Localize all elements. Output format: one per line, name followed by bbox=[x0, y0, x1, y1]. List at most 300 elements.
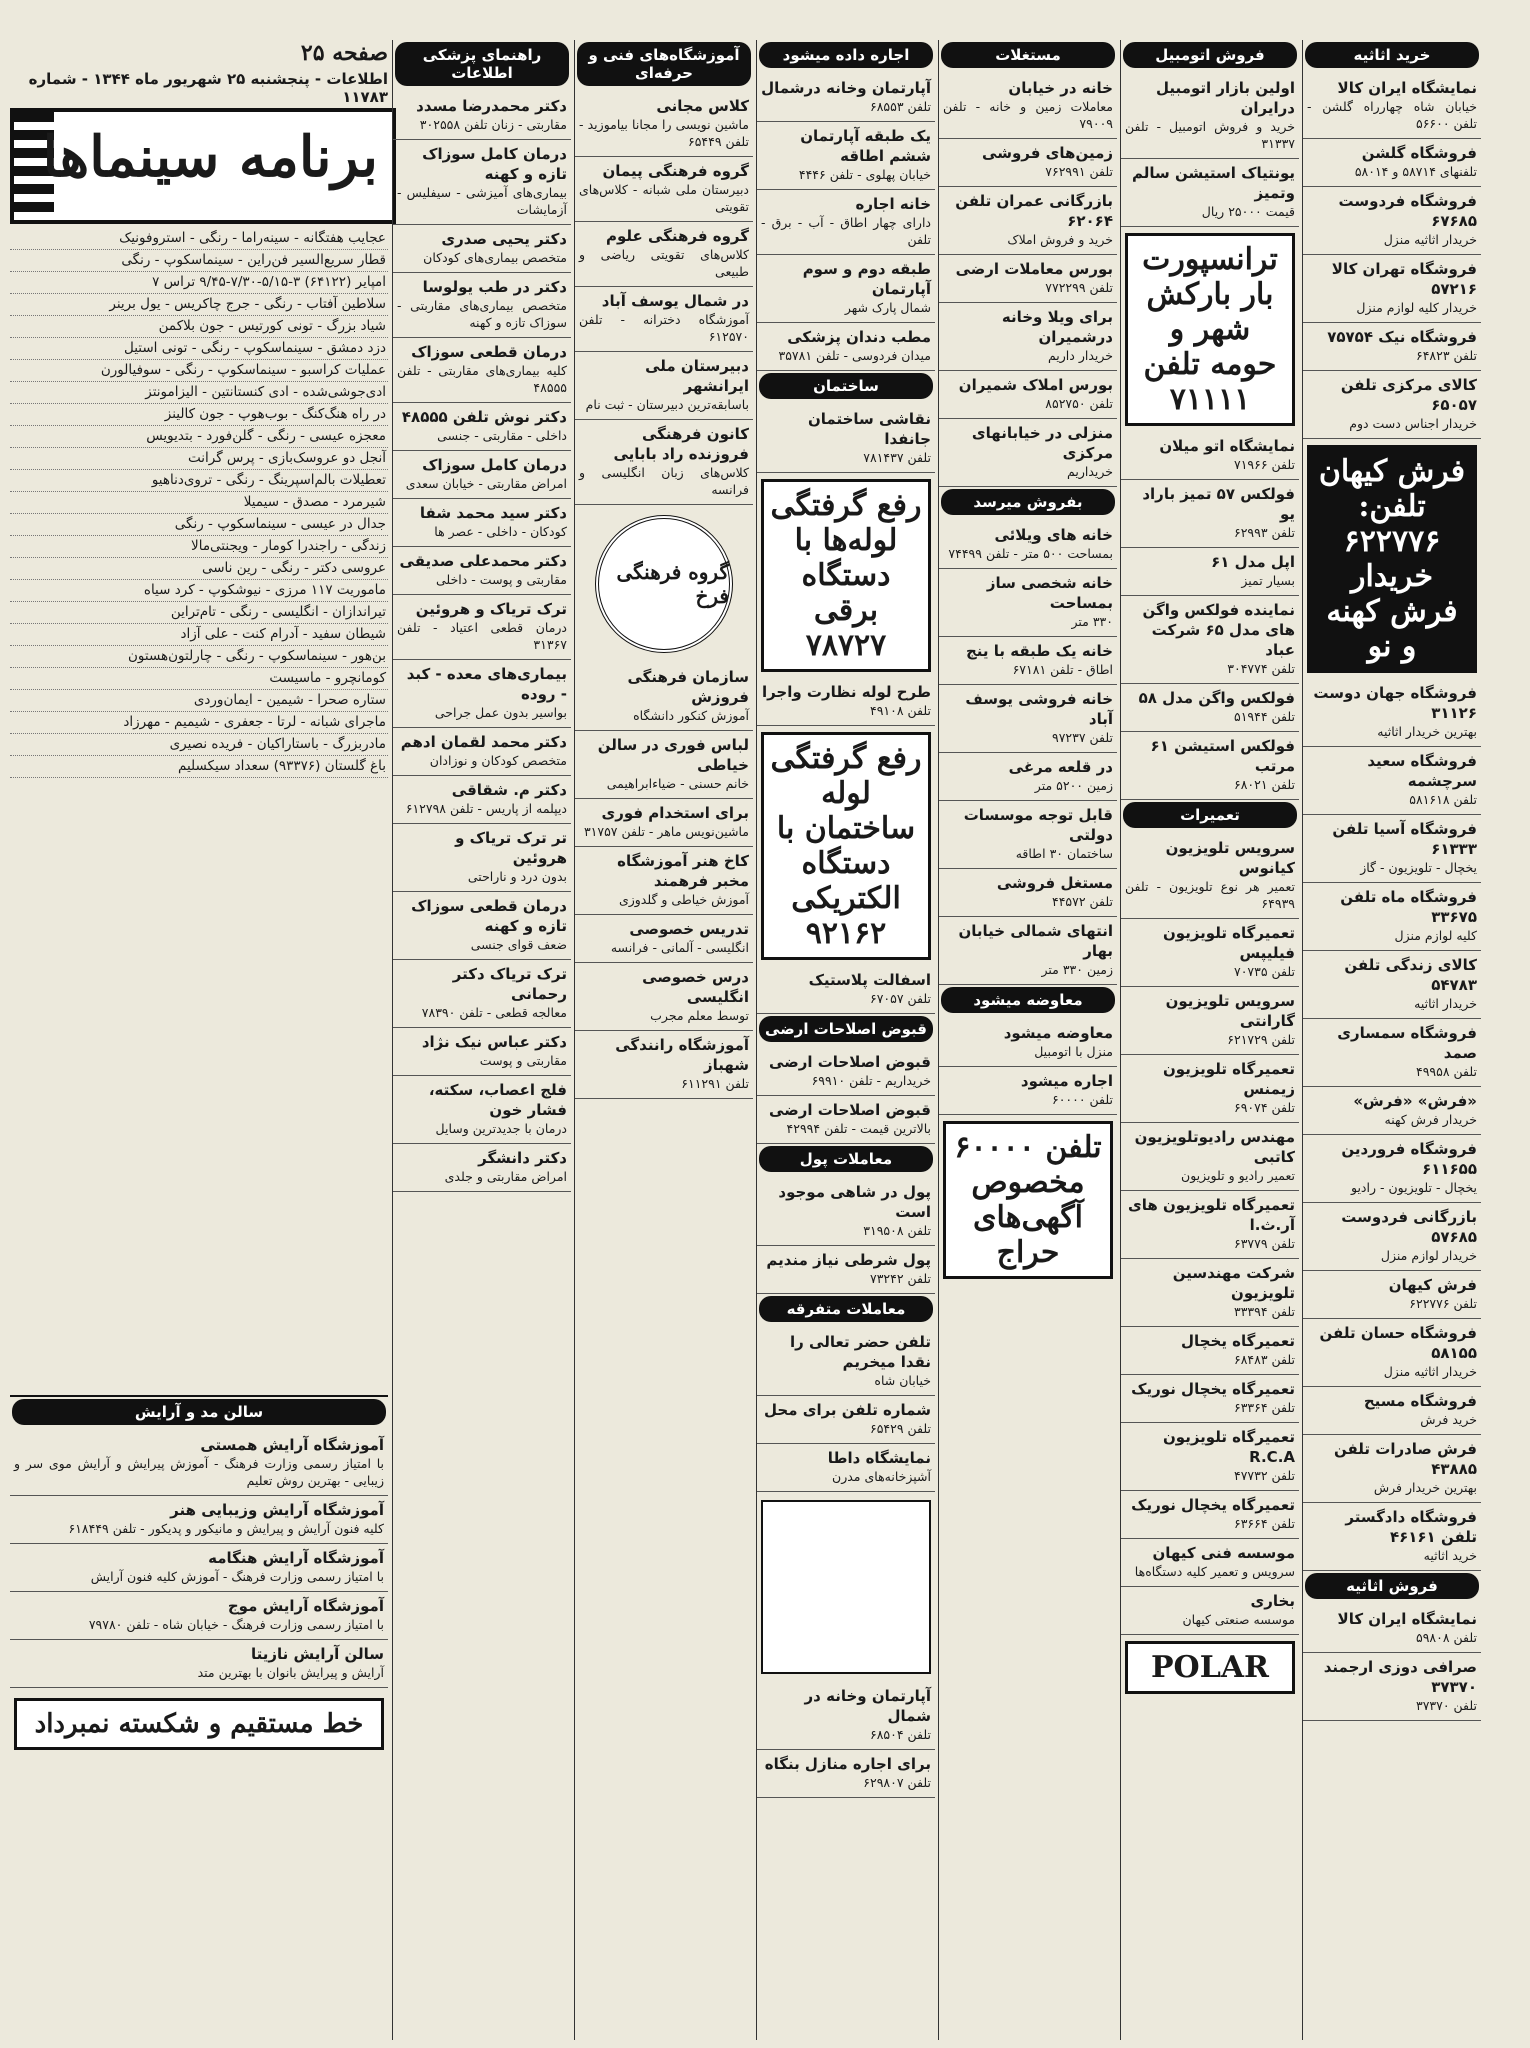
classified-ad bbox=[757, 1682, 935, 1750]
ad-headline: ترک تریاک دکتر رحمانی bbox=[452, 965, 567, 1003]
classified-ad bbox=[757, 122, 935, 190]
classified-ad bbox=[575, 731, 753, 799]
ad-headline: طرح لوله نظارت واجرا bbox=[761, 683, 931, 701]
classified-ad bbox=[1303, 679, 1481, 747]
ad-headline: مطب دندان پزشکی bbox=[787, 328, 931, 346]
ad-headline: فروشگاه دادگستر تلفن ۴۶۱۶۱ bbox=[1345, 1508, 1477, 1546]
ad-text: دارای چهار اطاق - آب - برق - تلفن bbox=[761, 215, 931, 247]
ad-headline: صرافی دوزی ارجمند ۳۷۳۷۰ bbox=[1323, 1658, 1477, 1696]
ad-headline: درمان کامل سوزاک تازه و کهنه bbox=[422, 145, 567, 183]
ad-text: قیمت ۲۵۰۰۰ ریال bbox=[1201, 204, 1295, 219]
cinema-row: امپایر (۶۴۱۲۲) ۳-۵/۱۵-۷/۳۰-۹/۴۵ تراس ۷ bbox=[10, 272, 388, 294]
ad-text: بیماری‌های آمیزشی - سیفلیس - آزمایشات bbox=[397, 185, 567, 217]
ad-text: معاملات زمین و خانه - تلفن ۷۹۰۰۹ bbox=[943, 99, 1113, 131]
ad-headline: فروشگاه فروردین ۶۱۱۶۵۵ bbox=[1341, 1140, 1477, 1178]
ad-text: تلفن ۷۶۲۹۹۱ bbox=[1045, 164, 1113, 179]
ad-headline: یونتیاک استیشن سالم وتمیز bbox=[1131, 164, 1295, 202]
ad-text: خریدار اثاثیه منزل bbox=[1383, 1364, 1477, 1379]
ad-text: تلفن ۹۷۲۳۷ bbox=[1051, 730, 1113, 745]
ad-headline: دکتر عباس نیک نژاد bbox=[421, 1033, 567, 1051]
ad-headline: قبوض اصلاحات ارضی bbox=[769, 1053, 931, 1071]
cinema-row: کومانچرو - ماسیست bbox=[10, 668, 388, 690]
ad-text: تلفن ۶۴۸۲۳ bbox=[1415, 348, 1477, 363]
ad-headline: دکتر محمد لقمان ادهم bbox=[400, 733, 567, 751]
ad-text: تعمیر هر نوع تلویزیون - تلفن ۶۴۹۳۹ bbox=[1125, 879, 1295, 911]
ad-text: تلفن ۴۷۷۳۲ bbox=[1233, 1468, 1295, 1483]
classified-ad bbox=[939, 1019, 1117, 1067]
ad-headline: تعمیرگاه تلویزیون های آر.ث.ا bbox=[1127, 1196, 1295, 1234]
calligraphy-banner bbox=[14, 1698, 384, 1750]
ad-text: تلفن ۶۸۵۵۳ bbox=[869, 99, 931, 114]
section-head: تعمیرات bbox=[1123, 802, 1297, 828]
classified-ad bbox=[1121, 1423, 1299, 1491]
ad-text: خرید و فروش اتومبیل - تلفن ۳۱۳۳۷ bbox=[1125, 119, 1295, 151]
ad-headline: پول شرطی نیاز مندیم bbox=[766, 1251, 931, 1269]
classified-ad bbox=[575, 1031, 753, 1099]
classified-ad bbox=[393, 451, 571, 499]
classified-ad bbox=[1121, 987, 1299, 1055]
ad-headline: تلفن حضر تعالی را نقدا میخریم bbox=[790, 1333, 931, 1371]
ad-headline: فروشگاه ماه تلفن ۳۳۶۷۵ bbox=[1340, 888, 1477, 926]
ad-text: بهترین خریدار فرش bbox=[1373, 1480, 1477, 1495]
classified-ad bbox=[10, 1592, 388, 1640]
classified-ad bbox=[1303, 1203, 1481, 1271]
ad-headline: نمایشگاه اتو میلان bbox=[1159, 437, 1295, 455]
classified-ad bbox=[1303, 1435, 1481, 1503]
ad-headline: یک طبقه آپارتمان ششم اطاقه bbox=[800, 127, 931, 165]
ad-text: مقاربتی - زنان تلفن ۳۰۲۵۵۸ bbox=[419, 117, 567, 132]
ad-text: بهترین خریدار اثاثیه bbox=[1377, 724, 1477, 739]
ad-headline: اجاره میشود bbox=[1020, 1072, 1113, 1090]
ad-headline: فروشگاه گلشن bbox=[1361, 144, 1477, 162]
classified-ad bbox=[575, 352, 753, 420]
ad-headline: آموزشگاه رانندگی شهباز bbox=[615, 1036, 749, 1074]
cinema-row: شیاد بزرگ - تونی کورتیس - جون بلاکمن bbox=[10, 316, 388, 338]
ad-text: تلفن ۶۸۴۸۳ bbox=[1233, 1352, 1295, 1367]
ad-headline: پول در شاهی موجود است bbox=[778, 1183, 931, 1221]
classified-ad bbox=[1121, 1259, 1299, 1327]
ad-text: ساختمان ۳۰ اطاقه bbox=[1015, 846, 1113, 861]
classified-column bbox=[938, 40, 1117, 2040]
classified-ad bbox=[757, 323, 935, 371]
classified-ad bbox=[757, 1750, 935, 1798]
ad-headline: نماینده فولکس واگن های مدل ۶۵ شرکت عباد bbox=[1142, 601, 1295, 659]
cinema-row: شیطان سفید - آدرام کنت - علی آزاد bbox=[10, 624, 388, 646]
ad-headline: نمایشگاه ایران کالا bbox=[1337, 79, 1477, 97]
ad-text: تلفن ۶۲۲۷۷۶ bbox=[1409, 1296, 1477, 1311]
column-head: خرید اثاثیه bbox=[1305, 42, 1479, 68]
classified-ad bbox=[757, 678, 935, 726]
classified-ad bbox=[1303, 1319, 1481, 1387]
ad-headline: نمایشگاه ایران کالا bbox=[1337, 1610, 1477, 1628]
ad-text: خریدار فرش کهنه bbox=[1384, 1112, 1477, 1127]
ad-headline: قابل توجه موسسات دولتی bbox=[963, 806, 1113, 844]
ad-text: درمان با جدیدترین وسایل bbox=[435, 1121, 567, 1136]
classified-ad bbox=[1303, 747, 1481, 815]
column-head: اجاره داده میشود bbox=[759, 42, 933, 68]
ad-headline: آموزشگاه آرایش موج bbox=[227, 1597, 384, 1615]
salon-section bbox=[10, 1395, 388, 2037]
classified-ad bbox=[10, 1544, 388, 1592]
ad-text: امراض مقاربتی - خیابان سعدی bbox=[405, 476, 567, 491]
ad-text: اطاق - تلفن ۶۷۱۸۱ bbox=[1012, 662, 1113, 677]
classified-column bbox=[1302, 40, 1481, 2040]
ad-text: تلفن ۳۱۹۵۰۸ bbox=[863, 1223, 931, 1238]
classified-ad bbox=[393, 824, 571, 892]
ad-headline: فولکس واگن مدل ۵۸ bbox=[1138, 689, 1295, 707]
ad-headline: بورس معاملات ارضی bbox=[955, 260, 1113, 278]
classified-ad bbox=[1121, 74, 1299, 159]
cinema-row: مادربزرگ - باستاراکیان - فریده نصیری bbox=[10, 734, 388, 756]
ad-headline: فرش صادرات تلفن ۴۳۸۸۵ bbox=[1333, 1440, 1477, 1478]
cinema-listing bbox=[10, 228, 388, 1378]
classified-ad bbox=[575, 222, 753, 287]
ad-text: خیابان شاه چهارراه گلشن - تلفن ۵۶۶۰۰ bbox=[1307, 99, 1477, 131]
ad-text: کلاس‌های زبان انگلیسی و فرانسه bbox=[579, 465, 749, 497]
classified-ad bbox=[10, 1431, 388, 1496]
ad-text: مقاربتی و پوست bbox=[479, 1053, 567, 1068]
ad-headline: شماره تلفن برای محل bbox=[764, 1401, 931, 1419]
ad-headline: مستغل فروشی bbox=[996, 874, 1113, 892]
boxed-ad-text: رفع گرفتگی لوله ساختمان با دستگاه الکتریکی ۹۲۱۶۲ bbox=[770, 741, 922, 951]
classified-ad bbox=[1121, 684, 1299, 732]
issue-line: اطلاعات - پنجشنبه ۲۵ شهریور ماه ۱۳۴۴ - شماره ۱۱۷۸۳ bbox=[28, 70, 388, 106]
ad-text: تلفن ۴۹۱۰۸ bbox=[869, 703, 931, 718]
ad-headline: اسفالت پلاستیک bbox=[808, 971, 931, 989]
ad-headline: گروه فرهنگی علوم bbox=[605, 227, 749, 245]
classified-ad bbox=[1303, 883, 1481, 951]
ad-text: تعمیر رادیو و تلویزیون bbox=[1181, 1168, 1295, 1183]
ad-headline: فولکس ۵۷ تمیز باراد یو bbox=[1142, 485, 1295, 523]
ad-text: تلفن ۷۳۲۴۲ bbox=[869, 1271, 931, 1286]
classified-ad bbox=[939, 139, 1117, 187]
classified-ad bbox=[1121, 1375, 1299, 1423]
ad-text: خانم حسنی - ضیاءابراهیمی bbox=[606, 776, 749, 791]
ad-text: دیپلمه از پاریس - تلفن ۶۱۲۷۹۸ bbox=[405, 801, 567, 816]
ad-text: مقاربتی و پوست - داخلی bbox=[436, 572, 567, 587]
classified-ad bbox=[939, 801, 1117, 869]
classified-ad bbox=[575, 420, 753, 505]
ad-headline: معاوضه میشود bbox=[1003, 1024, 1113, 1042]
ad-text: خیابان پهلوی - تلفن ۴۴۴۶ bbox=[798, 167, 931, 182]
classified-ad bbox=[575, 963, 753, 1031]
classified-ad bbox=[939, 74, 1117, 139]
ad-headline: فروشگاه فردوست ۶۷۶۸۵ bbox=[1338, 192, 1477, 230]
classified-column bbox=[756, 40, 935, 2040]
classified-ad bbox=[1303, 815, 1481, 883]
ad-text: متخصص بیماری‌های مقاربتی - سوزاک تازه و کهنه bbox=[397, 298, 567, 330]
ad-text: داخلی - مقاربتی - جنسی bbox=[437, 428, 567, 443]
ad-text: توسط معلم مجرب bbox=[650, 1008, 749, 1023]
ad-text: تلفن ۵۱۹۴۴ bbox=[1233, 709, 1295, 724]
classified-ad bbox=[1121, 1327, 1299, 1375]
ad-text: موسسه صنعتی کیهان bbox=[1182, 1612, 1295, 1627]
ad-headline: سرویس تلویزیون کیانوس bbox=[1165, 839, 1295, 877]
ad-text: تلفن ۷۱۹۶۶ bbox=[1233, 457, 1295, 472]
ad-headline: لباس فوری در سالن خیاطی bbox=[597, 736, 749, 774]
classified-ad bbox=[1303, 1387, 1481, 1435]
cinema-row: عجایب هفتگانه - سینه‌راما - رنگی - استروفونیک bbox=[10, 228, 388, 250]
ad-headline: ترک تریاک و هروئین bbox=[415, 600, 567, 618]
classified-column bbox=[392, 40, 571, 2040]
cinema-row: ماجرای شبانه - لرتا - جعفری - شیمیم - مهرزاد bbox=[10, 712, 388, 734]
cinema-row: بن‌هور - سینماسکوپ - رنگی - چارلتون‌هستون bbox=[10, 646, 388, 668]
ad-headline: دکتر یحیی صدری bbox=[441, 230, 567, 248]
classified-ad bbox=[575, 915, 753, 963]
ad-text: تلفن ۶۰۰۰۰ bbox=[1051, 1092, 1113, 1107]
ad-text: خرید و فروش املاک bbox=[1007, 232, 1113, 247]
ad-text: تلفن ۸۵۲۷۵۰ bbox=[1045, 396, 1113, 411]
ad-text: باسابقه‌ترین دبیرستان - ثبت نام bbox=[585, 397, 749, 412]
classified-ad bbox=[393, 1028, 571, 1076]
classified-ad bbox=[393, 595, 571, 660]
ad-headline: سازمان فرهنگی فروزش bbox=[627, 668, 749, 706]
ad-text: تلفن ۷۰۷۳۵ bbox=[1233, 964, 1295, 979]
ad-text: ماشین‌نویس ماهر - تلفن ۳۱۷۵۷ bbox=[583, 824, 749, 839]
cinema-row: تیراندازان - انگلیسی - رنگی - تام‌تراین bbox=[10, 602, 388, 624]
ad-text: ۳۳۰ متر bbox=[1071, 614, 1113, 629]
classified-ad bbox=[575, 92, 753, 157]
ad-text: با امتیاز رسمی وزارت فرهنگ - آموزش پیرایش و آرایش موی سر و زیبایی - بهترین روش تعلیم bbox=[14, 1456, 384, 1488]
cinema-row: آنجل دو عروسک‌بازی - پرس گرانت bbox=[10, 448, 388, 470]
ad-headline: شرکت مهندسین تلویزیون bbox=[1172, 1264, 1295, 1302]
classified-ad bbox=[1303, 1653, 1481, 1721]
boxed-ad-text: تلفن ۶۰۰۰۰ مخصوص آگهی‌های حراج bbox=[954, 1130, 1102, 1270]
cinema-title-block bbox=[10, 108, 396, 224]
ad-text: تلفن ۳۰۴۷۷۴ bbox=[1227, 661, 1295, 676]
ad-headline: فولکس استیشن ۶۱ مرتب bbox=[1150, 737, 1295, 775]
classified-ad bbox=[393, 225, 571, 273]
classified-ad bbox=[939, 569, 1117, 637]
ad-headline: دکتر دانشگر bbox=[478, 1149, 567, 1167]
classified-ad bbox=[939, 753, 1117, 801]
cinema-row: ستاره صحرا - شیمین - ایمان‌وردی bbox=[10, 690, 388, 712]
ad-headline: کاخ هنر آموزشگاه مخبر فرهمند bbox=[617, 852, 749, 890]
ad-text: کلیه فنون آرایش و پیرایش و مانیکور و پدیکور - تلفن ۶۱۸۴۴۹ bbox=[68, 1521, 384, 1536]
page-number: صفحه ۲۵ bbox=[300, 40, 388, 66]
ad-text: کودکان - داخلی - عصر ها bbox=[434, 524, 567, 539]
classified-ad bbox=[1303, 1503, 1481, 1571]
ad-headline: فلج اعصاب، سکته، فشار خون bbox=[428, 1081, 567, 1119]
cinema-row: باغ گلستان (۹۳۳۷۶) سعداد سیکسلیم bbox=[10, 756, 388, 778]
classified-ad bbox=[1121, 1491, 1299, 1539]
ad-text: زمین ۳۳۰ متر bbox=[1041, 962, 1113, 977]
classified-ad bbox=[757, 1396, 935, 1444]
boxed-ad bbox=[761, 479, 931, 672]
ad-headline: بیماری‌های معده - کبد - روده bbox=[406, 665, 567, 703]
classified-ad bbox=[575, 799, 753, 847]
classified-ad bbox=[393, 403, 571, 451]
ad-text: خریداریم bbox=[1067, 464, 1113, 479]
classified-ad bbox=[757, 255, 935, 323]
column-head: مستغلات bbox=[941, 42, 1115, 68]
ad-text: تلفن ۶۲۹۸۰۷ bbox=[863, 1775, 931, 1790]
ad-text: درمان قطعی اعتیاد - تلفن ۳۱۳۶۷ bbox=[397, 620, 567, 652]
column-head: آموزشگاه‌های فنی و حرفه‌ای bbox=[577, 42, 751, 86]
masthead bbox=[8, 40, 388, 106]
classified-ad bbox=[1121, 548, 1299, 596]
section-head: ساختمان bbox=[759, 373, 933, 399]
ad-text: تلفن ۶۳۷۷۹ bbox=[1233, 1236, 1295, 1251]
ad-text: خریدار داریم bbox=[1047, 348, 1113, 363]
salon-head: سالن مد و آرایش bbox=[12, 1399, 386, 1425]
ad-headline: برای اجاره منازل بنگاه bbox=[764, 1755, 931, 1773]
ad-headline: بخاری bbox=[1250, 1592, 1295, 1610]
classified-ad bbox=[939, 187, 1117, 255]
classified-ad bbox=[1121, 1191, 1299, 1259]
section-head: بفروش میرسد bbox=[941, 489, 1115, 515]
classified-ad bbox=[1303, 371, 1481, 439]
ad-headline: سرویس تلویزیون گارانتی bbox=[1165, 992, 1295, 1030]
boxed-ad bbox=[1125, 233, 1295, 426]
boxed-ad-text: POLAR bbox=[1151, 1650, 1269, 1685]
classified-ad bbox=[757, 1048, 935, 1096]
classified-ad bbox=[939, 685, 1117, 753]
classified-ad bbox=[1303, 1019, 1481, 1087]
ad-text: دبیرستان ملی شبانه - کلاس‌های تقویتی bbox=[579, 182, 749, 214]
ad-headline: فروشگاه تهران کالا ۵۷۲۱۶ bbox=[1331, 260, 1477, 298]
classified-ad bbox=[575, 287, 753, 352]
ad-headline: بازرگانی عمران تلفن ۶۲۰۶۴ bbox=[955, 192, 1113, 230]
ad-text: آشپزخانه‌های مدرن bbox=[832, 1469, 931, 1484]
ad-text: بسیار تمیز bbox=[1241, 573, 1295, 588]
classified-ad bbox=[393, 547, 571, 595]
classified-ad bbox=[757, 1178, 935, 1246]
section-head: قبوض اصلاحات ارضی bbox=[759, 1016, 933, 1042]
cinema-row: تعطیلات بالم‌اسپرینگ - رنگی - تروی‌دناهیو bbox=[10, 470, 388, 492]
classified-ad bbox=[1303, 1605, 1481, 1653]
classified-ad bbox=[1303, 1087, 1481, 1135]
classified-ad bbox=[393, 499, 571, 547]
ad-headline: خانه اجاره bbox=[855, 195, 931, 213]
classified-ad bbox=[1121, 432, 1299, 480]
classified-column bbox=[574, 40, 753, 2040]
school-seal: گروه فرهنگی فرخ bbox=[595, 515, 733, 653]
ad-text: خریدار اجناس دست دوم bbox=[1349, 416, 1477, 431]
classified-ad bbox=[1303, 74, 1481, 139]
cinema-row: ماموریت ۱۱۷ مرزی - نیوشکوپ - کرد سیاه bbox=[10, 580, 388, 602]
ad-text: آرایش و پیرایش بانوان با بهترین متد bbox=[197, 1665, 384, 1680]
ad-headline: کالای مرکزی تلفن ۶۵۰۵۷ bbox=[1340, 376, 1477, 414]
classified-ad bbox=[575, 847, 753, 915]
ad-headline: دکتر م. شقاقی bbox=[451, 781, 567, 799]
classified-ad bbox=[393, 140, 571, 225]
column-head: فروش اتومبیل bbox=[1123, 42, 1297, 68]
boxed-ad bbox=[1125, 1641, 1295, 1694]
ad-text: زمین ۵۲۰۰ متر bbox=[1034, 778, 1113, 793]
ad-text: انگلیسی - آلمانی - فرانسه bbox=[610, 940, 749, 955]
ad-text: تلفن ۶۲۹۹۳ bbox=[1233, 525, 1295, 540]
classified-ad bbox=[757, 74, 935, 122]
cinema-row: زندگی - راجندرا کومار - ویجنتی‌مالا bbox=[10, 536, 388, 558]
section-head: معاملات متفرقه bbox=[759, 1296, 933, 1322]
ad-text: تلفنهای ۵۸۷۱۴ و ۵۸۰۱۴ bbox=[1354, 164, 1477, 179]
ad-headline: خانه شخصی ساز بمساحت bbox=[986, 574, 1113, 612]
ad-text: خرید اثاثیه bbox=[1423, 1548, 1477, 1563]
classified-ad bbox=[393, 660, 571, 728]
classified-ad bbox=[757, 1246, 935, 1294]
boxed-ad-text: فرش کیهان تلفن: ۶۲۲۷۷۶ خریدار فرش کهنه و نو bbox=[1318, 454, 1466, 664]
ad-text: سرویس و تعمیر کلیه دستگاه‌ها bbox=[1134, 1564, 1295, 1579]
ad-headline: بازرگانی فردوست ۵۷۶۸۵ bbox=[1341, 1208, 1477, 1246]
classified-ad bbox=[757, 405, 935, 473]
classified-ad bbox=[1303, 323, 1481, 371]
ad-headline: آپارتمان وخانه در شمال bbox=[804, 1687, 931, 1725]
ad-headline: فروشگاه سمساری صمد bbox=[1337, 1024, 1477, 1062]
ad-text: تلفن ۵۸۱۶۱۸ bbox=[1409, 792, 1477, 807]
classified-ad bbox=[757, 1444, 935, 1492]
classified-ad bbox=[393, 776, 571, 824]
ad-headline: دکتر نوش تلفن ۴۸۵۵۵ bbox=[401, 408, 567, 426]
ad-headline: طبقه دوم و سوم آپارتمان bbox=[802, 260, 931, 298]
ad-text: معالجه قطعی - تلفن ۷۸۳۹۰ bbox=[421, 1005, 567, 1020]
ad-headline: در قلعه مرغی bbox=[1008, 758, 1113, 776]
ad-text: متخصص کودکان و نوزادان bbox=[429, 753, 567, 768]
ad-headline: فروشگاه نیک ۷۵۷۵۴ bbox=[1327, 328, 1477, 346]
ad-headline: منزلی در خیابانهای مرکزی bbox=[971, 424, 1113, 462]
ad-text: کلیه لوازم منزل bbox=[1394, 928, 1477, 943]
ad-text: تلفن ۶۷۰۵۷ bbox=[869, 991, 931, 1006]
ad-headline: دکتر سید محمد شفا bbox=[419, 504, 567, 522]
classified-ad bbox=[393, 92, 571, 140]
ad-headline: تعمیرگاه یخچال نوریک bbox=[1131, 1496, 1295, 1514]
ad-headline: فرش کیهان bbox=[1388, 1276, 1477, 1294]
classified-ad bbox=[393, 338, 571, 403]
classified-ad bbox=[1121, 1539, 1299, 1587]
ad-headline: موسسه فنی کیهان bbox=[1152, 1544, 1295, 1562]
ad-headline: برای ویلا وخانه درشمیران bbox=[1001, 308, 1113, 346]
classified-ad bbox=[393, 273, 571, 338]
ad-text: تلفن ۶۸۰۲۱ bbox=[1233, 777, 1295, 792]
ad-headline: کالای زندگی تلفن ۵۴۷۸۳ bbox=[1344, 956, 1477, 994]
ad-text: تلفن ۶۱۱۲۹۱ bbox=[681, 1076, 749, 1091]
cinema-row: جدال در عیسی - سینماسکوپ - رنگی bbox=[10, 514, 388, 536]
ad-headline: تعمیرگاه تلویزیون فیلیپس bbox=[1162, 924, 1295, 962]
cinema-row: معجزه عیسی - رنگی - گلن‌فورد - بتدیویس bbox=[10, 426, 388, 448]
ad-headline: تعمیرگاه یخچال نوریک bbox=[1131, 1380, 1295, 1398]
classified-ad bbox=[1121, 480, 1299, 548]
ad-text: تلفن ۷۸۱۴۳۷ bbox=[863, 450, 931, 465]
ad-headline: دکتر محمدعلی صدیقی bbox=[399, 552, 567, 570]
classified-ad bbox=[1303, 1135, 1481, 1203]
ad-text: تلفن ۳۳۳۹۴ bbox=[1233, 1304, 1295, 1319]
boxed-ad bbox=[943, 1121, 1113, 1279]
ad-headline: آموزشگاه آرایش همستی bbox=[200, 1436, 384, 1454]
ad-headline: تر ترک تریاک و هروئین bbox=[455, 829, 567, 867]
classified-ad bbox=[939, 917, 1117, 985]
cinema-title: برنامه سینماها bbox=[42, 124, 378, 190]
classified-ad bbox=[1121, 732, 1299, 800]
ad-text: بالاترین قیمت - تلفن ۴۲۹۹۴ bbox=[786, 1121, 931, 1136]
classified-ad bbox=[939, 637, 1117, 685]
ad-headline: درس خصوصی انگلیسی bbox=[642, 968, 749, 1006]
classified-ad bbox=[1303, 951, 1481, 1019]
ad-text: تلفن ۷۷۲۲۹۹ bbox=[1045, 280, 1113, 295]
ad-headline: کانون فرهنگی فروزنده راد بابایی bbox=[613, 425, 749, 463]
ad-headline: مهندس رادیوتلویزیون کاتبی bbox=[1134, 1128, 1295, 1166]
classified-ad bbox=[1303, 1271, 1481, 1319]
ad-text: خیابان شاه bbox=[874, 1373, 931, 1388]
ad-headline: در شمال یوسف آباد bbox=[601, 292, 749, 310]
classified-ad bbox=[757, 1328, 935, 1396]
ad-text: خریدار لوازم منزل bbox=[1380, 1248, 1477, 1263]
classified-ad bbox=[757, 1096, 935, 1144]
ad-text: کلیه بیماری‌های مقاربتی - تلفن ۴۸۵۵۵ bbox=[397, 363, 567, 395]
classified-ad bbox=[939, 371, 1117, 419]
classified-ad bbox=[393, 960, 571, 1028]
classified-ad bbox=[1121, 1587, 1299, 1635]
ad-headline: درمان قطعی سوزاک bbox=[411, 343, 567, 361]
